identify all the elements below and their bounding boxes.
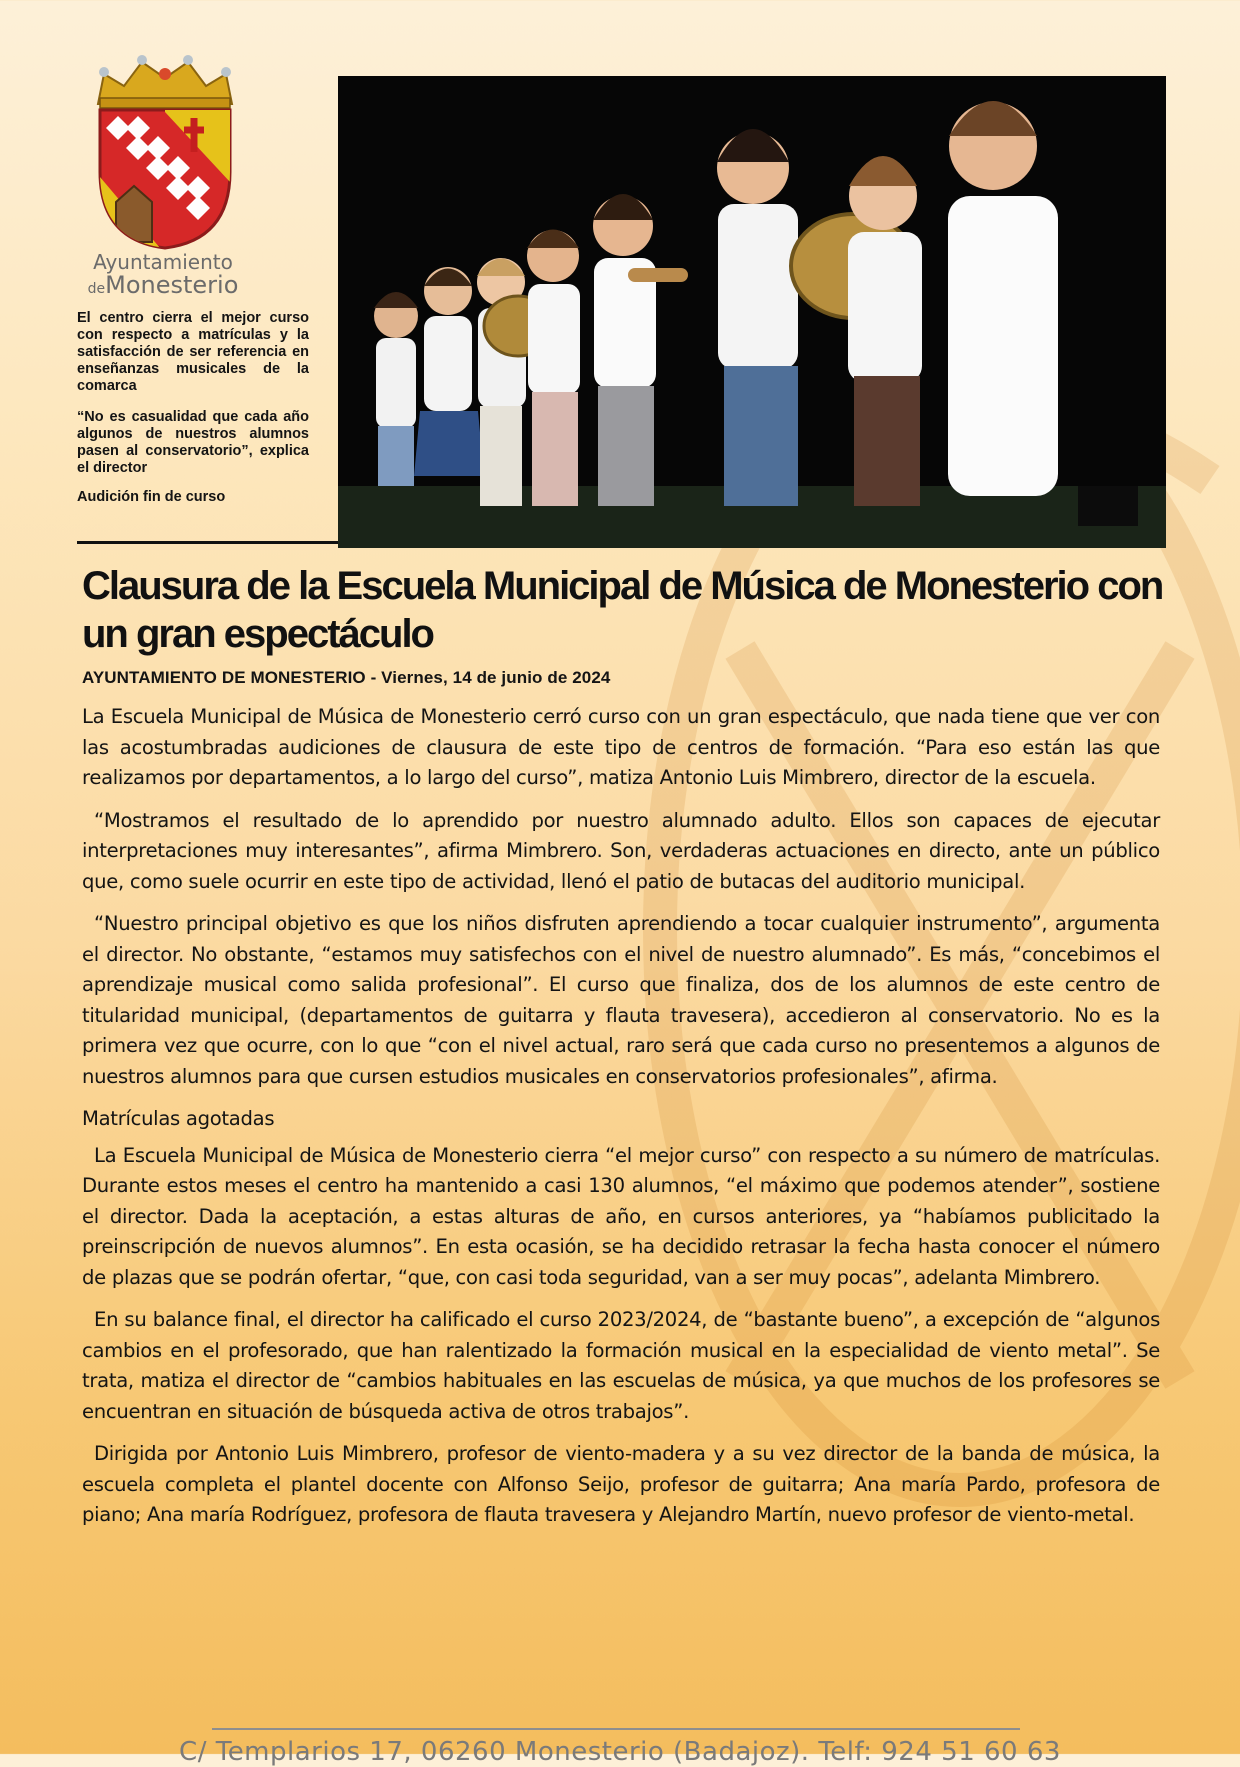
- sidebar-highlight-3: Audición fin de curso: [77, 489, 226, 505]
- sidebar-highlight-1: El centro cierra el mejor curso con respecto a matrículas y la satisfacción de ser referencia en enseñanzas musicales de la comarca: [77, 310, 309, 394]
- article-paragraph: Dirigida por Antonio Luis Mimbrero, profesor de viento-madera y a su vez director de la banda de música, la escuela completa el plantel docente con Alfonso Seijo, profesor de guitarra; Ana maría Pardo, profesora de piano; Ana maría Rodríguez, profesora de flauta travesera y Alejandro Martín, nuevo profesor de viento-metal.: [82, 1442, 1160, 1526]
- sidebar-divider: [77, 541, 339, 544]
- article-paragraph: “Nuestro principal objetivo es que los niños disfruten aprendiendo a tocar cualquier instrumento”, argumenta el director. No obstante, “estamos muy satisfechos con el nivel de nuestro alumnado”. Es más, “concebimos el aprendizaje musical como salida profesional”. El curso que finaliza, dos de los alumnos de este centro de titularidad municipal, (departamentos de guitarra y flauta travesera), accedieron al conservatorio. No es la primera vez que ocurre, con lo que “con el nivel actual, raro será que cada curso no presentemos a algunos de nuestros alumnos para que cursen estudios musicales en conservatorios profesionales”, afirma.: [82, 912, 1160, 1088]
- logo-caption-line1: Ayuntamiento: [93, 250, 233, 274]
- article-paragraph: En su balance final, el director ha calificado el curso 2023/2024, de “bastante bueno”, a excepción de “algunos cambios en el profesorado, que han ralentizado la formación musical en la especialidad de viento metal”. Se trata, matiza el director de “cambios habituales en las escuelas de música, ya que muchos de los profesores se encuentran en situación de búsqueda activa de otros trabajos”.: [82, 1308, 1160, 1423]
- hero-photo: [338, 76, 1166, 548]
- logo-caption-line2: [78, 273, 248, 297]
- article-headline: Clausura de la Escuela Municipal de Música de Monesterio con un gran espectáculo: [82, 564, 1163, 656]
- byline-source: AYUNTAMIENTO DE MONESTERIO: [82, 668, 366, 687]
- article-paragraph: La Escuela Municipal de Música de Monesterio cierra “el mejor curso” con respecto a su número de matrículas. Durante estos meses el centro ha mantenido a casi 130 alumnos, “el máximo que podemos atender”, sostiene el director. Dada la aceptación, a estas alturas de año, en cursos anteriores, ya “habíamos publicitado la preinscripción de nuevos alumnos”. En esta ocasión, se ha decidido retrasar la fecha hasta conocer el número de plazas que se podrán ofertar, “que, con casi toda seguridad, van a ser muy pocas”, adelanta Mimbrero.: [82, 1143, 1160, 1289]
- sidebar-highlight-2: “No es casualidad que cada año algunos de nuestros alumnos pasen al conservatorio”, explica el director: [77, 409, 309, 476]
- logo-caption-town: Monesterio: [105, 271, 239, 299]
- logo-caption-prefix: de: [87, 281, 106, 297]
- footer-address: C/ Templarios 17, 06260 Monesterio (Badajoz). Telf: 924 51 60 63: [179, 1737, 1061, 1767]
- logo-caption: [78, 252, 248, 297]
- sidebar-highlights: [77, 310, 309, 520]
- article-subheading: Matrículas agotadas: [82, 1107, 275, 1130]
- article-body: [82, 702, 1160, 1543]
- monesterio-coat-of-arms-logo: [90, 52, 240, 252]
- footer-divider: [212, 1728, 1020, 1730]
- byline-date: - Viernes, 14 de junio de 2024: [365, 668, 611, 687]
- article-paragraph: La Escuela Municipal de Música de Monesterio cerró curso con un gran espectáculo, que nada tiene que ver con las acostumbradas audiciones de clausura de este tipo de centros de formación. “Para eso están las que realizamos por departamentos, a lo largo del curso”, matiza Antonio Luis Mimbrero, director de la escuela.: [82, 705, 1160, 789]
- article-byline: [82, 668, 610, 688]
- children-performance-illustration: [338, 76, 1166, 548]
- article-paragraph: “Mostramos el resultado de lo aprendido por nuestro alumnado adulto. Ellos son capaces de ejecutar interpretaciones muy interesantes”, afirma Mimbrero. Son, verdaderas actuaciones en directo, ante un público que, como suele ocurrir en este tipo de actividad, llenó el patio de butacas del auditorio municipal.: [82, 808, 1160, 893]
